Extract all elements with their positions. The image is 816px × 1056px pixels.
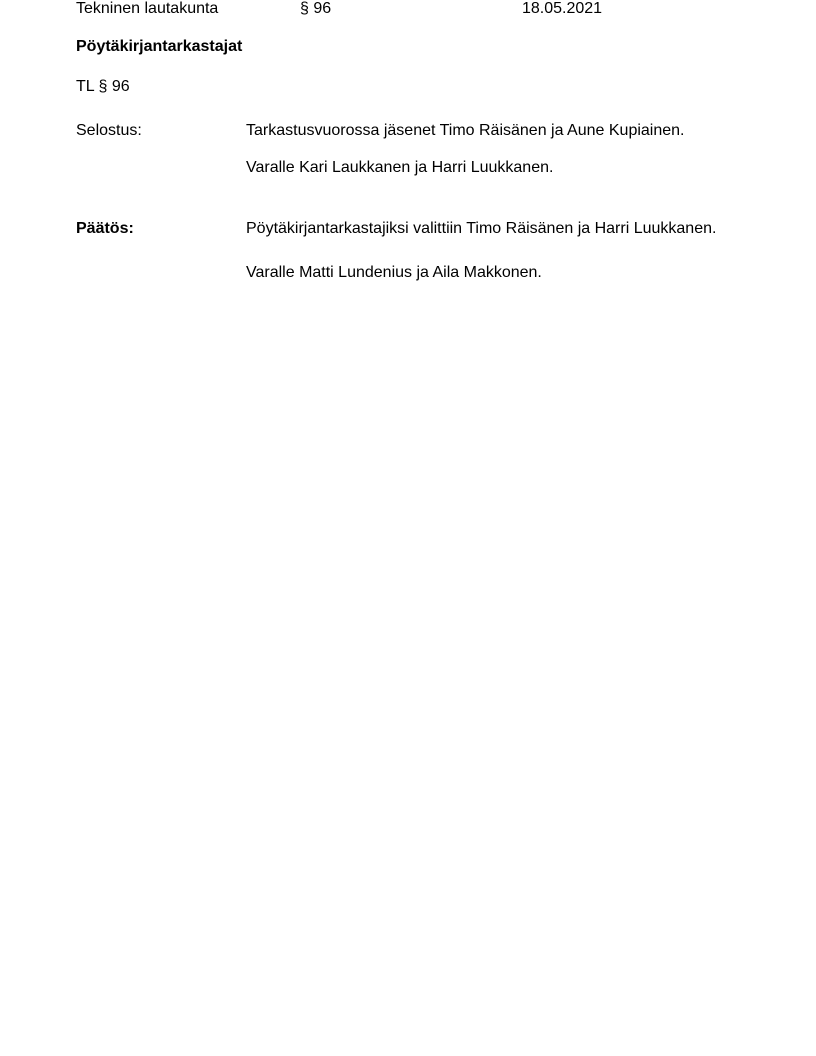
section-number: § 96 bbox=[300, 0, 332, 17]
document-title: Pöytäkirjantarkastajat bbox=[76, 38, 243, 55]
selostus-paragraph: Varalle Kari Laukkanen ja Harri Luukkanen. bbox=[246, 159, 554, 176]
selostus-label: Selostus: bbox=[76, 122, 142, 139]
section-reference: TL § 96 bbox=[76, 78, 130, 95]
paatos-label: Päätös: bbox=[76, 220, 134, 237]
selostus-paragraph: Tarkastusvuorossa jäsenet Timo Räisänen ja Aune Kupiainen. bbox=[246, 122, 685, 139]
meeting-date: 18.05.2021 bbox=[522, 0, 603, 17]
paatos-paragraph: Varalle Matti Lundenius ja Aila Makkonen. bbox=[246, 264, 542, 281]
paatos-paragraph: Pöytäkirjantarkastajiksi valittiin Timo Räisänen ja Harri Luukkanen. bbox=[246, 220, 717, 237]
committee-name: Tekninen lautakunta bbox=[76, 0, 219, 17]
